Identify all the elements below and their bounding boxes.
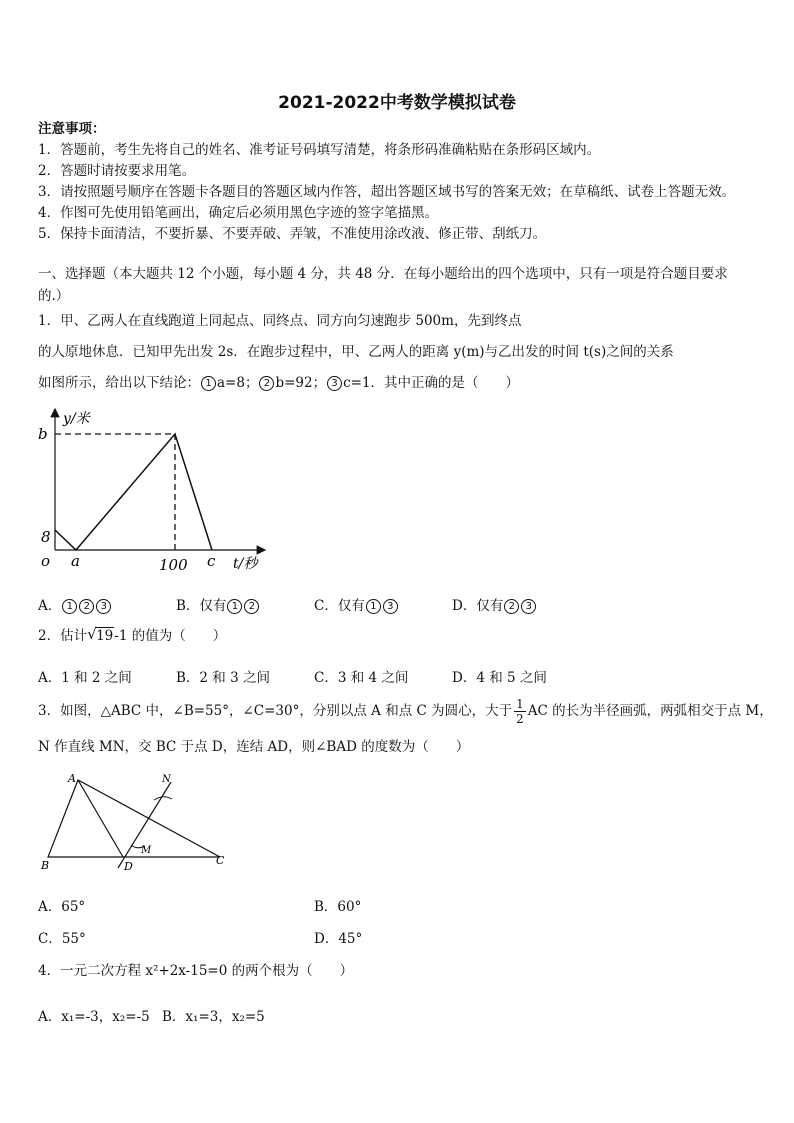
q2-option-a[interactable]: A．1 和 2 之间 <box>38 670 132 686</box>
y-axis-label: y/米 <box>63 411 90 427</box>
label-b: b <box>38 425 48 443</box>
label-N: N <box>162 774 171 785</box>
circled-2-icon: 2 <box>259 376 274 391</box>
label-M: M <box>141 845 152 856</box>
circled-3-icon: 3 <box>96 599 111 614</box>
label-A: A <box>68 772 76 785</box>
q2-option-d[interactable]: D．4 和 5 之间 <box>452 670 547 686</box>
label-8: 8 <box>41 528 51 546</box>
sqrt-sign-icon: √ <box>87 625 97 643</box>
sqrt-radicand: 19 <box>96 628 114 644</box>
q3-option-b[interactable]: B．60° <box>314 899 362 915</box>
q2-prefix: 2．估计 <box>38 628 88 644</box>
circled-2-icon: 2 <box>504 599 519 614</box>
circled-3-icon: 3 <box>327 376 342 391</box>
q1-conclusion-1: a=8； <box>217 375 259 391</box>
note-item: 5．保持卡面清洁，不要折暴、不要弄破、弄皱，不准使用涂改液、修正带、刮纸刀。 <box>38 226 547 242</box>
label-B: B <box>41 859 50 872</box>
q2-option-b[interactable]: B．2 和 3 之间 <box>176 670 270 686</box>
circled-1-icon: 1 <box>62 599 77 614</box>
sqrt-expression <box>87 625 114 644</box>
label-origin: o <box>41 552 51 570</box>
page-title: 2021-2022中考数学模拟试卷 <box>278 93 516 113</box>
q4-option-b[interactable]: B．x₁=3，x₂=5 <box>162 1009 265 1025</box>
note-item: 2．答题时请按要求用笔。 <box>38 163 196 179</box>
q3-triangle-figure <box>38 770 238 875</box>
option-label: A． <box>38 598 62 614</box>
circled-2-icon: 2 <box>244 599 259 614</box>
q3-text-line1 <box>38 696 773 726</box>
triangle-abc <box>48 780 220 857</box>
note-item: 3．请按照题号顺序在答题卡各题目的答题区域内作答，超出答题区域书写的答案无效；在草稿纸、试卷上答题无效。 <box>38 184 736 200</box>
q1-option-a[interactable] <box>38 594 112 614</box>
circled-1-icon: 1 <box>366 599 381 614</box>
label-C: C <box>216 854 225 867</box>
section-heading-line1: 一、选择题（本大题共 12 个小题，每小题 4 分，共 48 分．在每小题给出的四个选项中，只有一项是符合题目要求 <box>38 266 728 282</box>
notes-heading: 注意事项： <box>38 121 106 137</box>
fraction-numerator: 1 <box>516 697 524 711</box>
fraction-denominator: 2 <box>516 712 524 726</box>
section-heading-line2: 的.） <box>38 288 70 304</box>
q4-text: 4．一元二次方程 x²+2x-15=0 的两个根为（ ） <box>38 963 354 979</box>
label-D: D <box>124 860 133 873</box>
circled-1-icon: 1 <box>227 599 242 614</box>
x-axis-label: t/秒 <box>233 556 258 572</box>
circled-1-icon: 1 <box>201 376 216 391</box>
note-item: 1．答题前，考生先将自己的姓名、准考证号码填写清楚，将条形码准确粘贴在条形码区域内。 <box>38 142 601 158</box>
distance-polyline <box>55 434 212 550</box>
q2-option-c[interactable]: C．3 和 4 之间 <box>314 670 409 686</box>
q3-option-c[interactable]: C．55° <box>38 931 86 947</box>
q1-conclusion-2: b=92； <box>275 375 327 391</box>
q2-text <box>38 625 227 644</box>
note-item: 4．作图可先使用铅笔画出，确定后必须用黑色字迹的签字笔描黑。 <box>38 205 439 221</box>
q1-option-b[interactable] <box>176 594 260 614</box>
circled-3-icon: 3 <box>383 599 398 614</box>
q3-option-a[interactable]: A．65° <box>38 899 86 915</box>
q1-option-d[interactable] <box>452 594 537 614</box>
label-c: c <box>207 552 216 570</box>
circled-2-icon: 2 <box>79 599 94 614</box>
q1-text-line1: 1．甲、乙两人在直线跑道上同起点、同终点、同方向匀速跑步 500m，先到终点 <box>38 313 522 329</box>
q3-suffix: AC 的长为半径画弧，两弧相交于点 M， <box>527 703 773 719</box>
q1-option-c[interactable] <box>314 594 399 614</box>
q2-suffix: -1 的值为（ ） <box>114 628 227 644</box>
q3-text-line2: N 作直线 MN，交 BC 于点 D，连结 AD，则∠BAD 的度数为（ ） <box>38 739 470 755</box>
label-100: 100 <box>159 556 188 574</box>
q1-distance-time-graph <box>30 405 270 580</box>
q4-option-a[interactable]: A．x₁=-3，x₂=-5 <box>38 1009 150 1025</box>
q1-text-line2: 的人原地休息．已知甲先出发 2s．在跑步过程中，甲、乙两人的距离 y(m)与乙出发的时间 t(s)之间的关系 <box>38 344 674 360</box>
q1-conclusion-3: c=1．其中正确的是（ ） <box>343 375 520 391</box>
q3-prefix: 3．如图，△ABC 中，∠B=55°，∠C=30°，分别以点 A 和点 C 为圆心，大于 <box>38 703 513 719</box>
label-a: a <box>71 552 80 570</box>
option-label: C．仅有 <box>314 598 365 614</box>
option-label: D．仅有 <box>452 598 504 614</box>
q1-text-line3 <box>38 375 519 391</box>
arc-n <box>154 797 172 800</box>
fraction-one-half <box>514 697 526 726</box>
q3-option-d[interactable]: D．45° <box>314 931 363 947</box>
circled-3-icon: 3 <box>521 599 536 614</box>
q1-text-prefix: 如图所示，给出以下结论： <box>38 375 200 391</box>
option-label: B．仅有 <box>176 598 227 614</box>
